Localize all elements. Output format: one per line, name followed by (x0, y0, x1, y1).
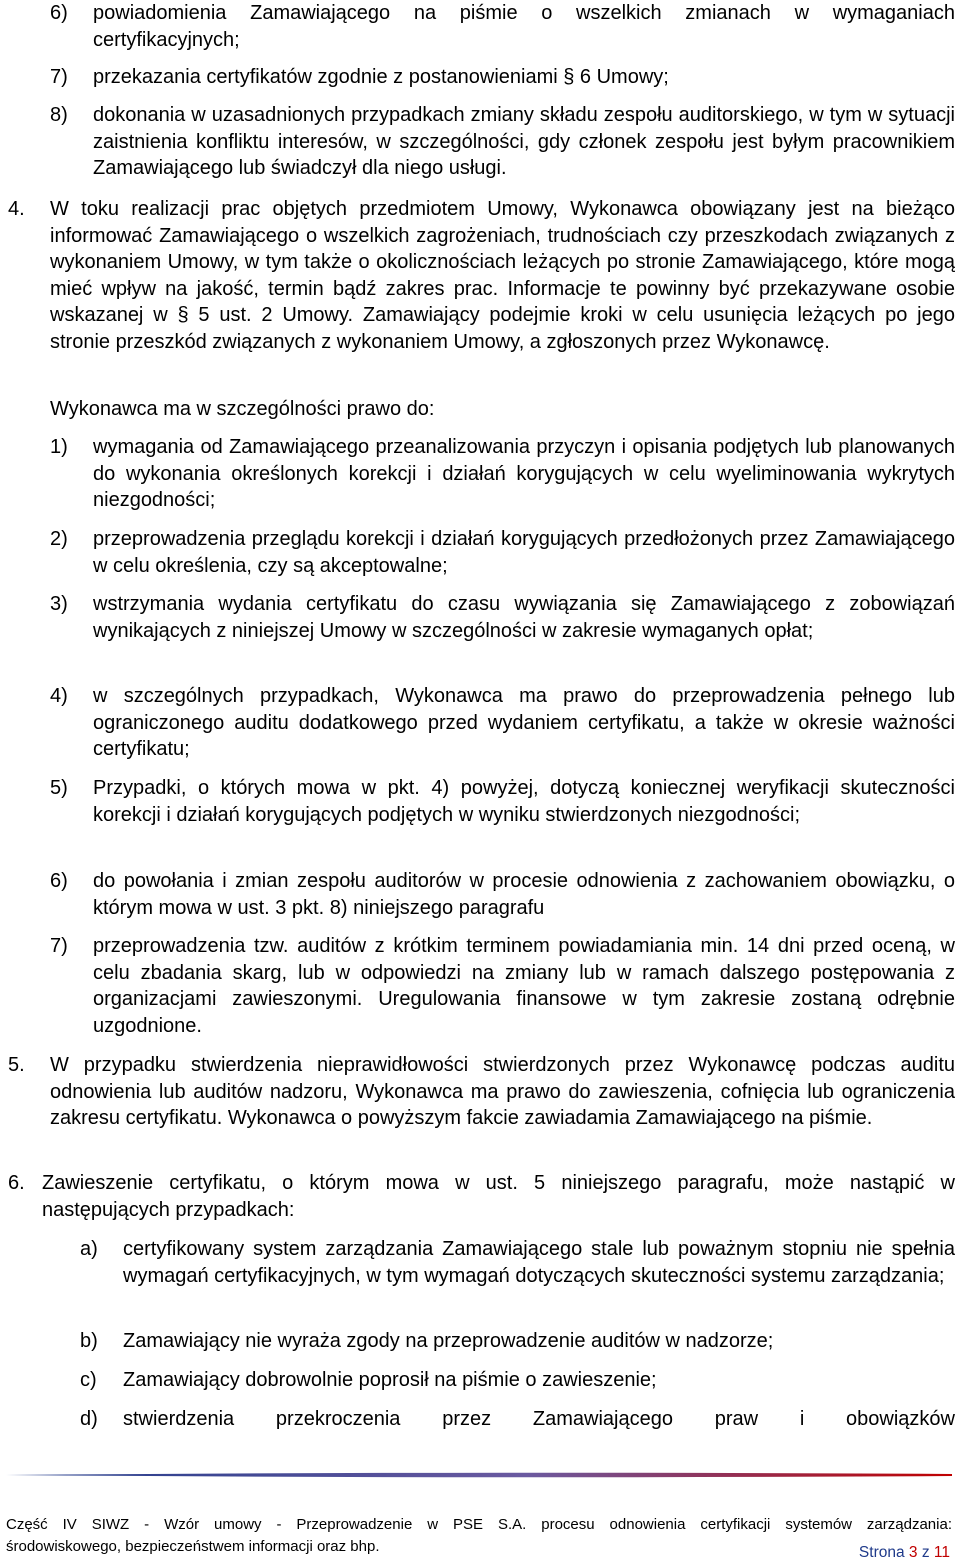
list-label: 6) (50, 2, 68, 24)
section-number: 5. (8, 1054, 25, 1076)
list-item-text: wymagania od Zamawiającego przeanalizowania przyczyn i opisania podjętych lub planowanych do wykonania określonych korekcji i działań korygujących w celu wyeliminowania wykrytych niezgodności; (93, 436, 955, 511)
list-item-text: powiadomienia Zamawiającego na piśmie o wszelkich zmianach w wymaganiach certyfikacyjnych; (93, 2, 955, 51)
list-label: 6) (50, 870, 68, 892)
list-label: 3) (50, 593, 68, 615)
list-item-text: Zamawiający nie wyraża zgody na przeprowadzenie auditów w nadzorze; (123, 1330, 774, 1352)
list-item-text: w szczególnych przypadkach, Wykonawca ma prawo do przeprowadzenia pełnego lub ograniczonego auditu dodatkowego przed wydaniem certyfikatu, a także w okresie ważności certyfikatu; (93, 685, 955, 760)
page-total: 11 (933, 1544, 950, 1561)
list-item-text: Zamawiający dobrowolnie poprosił na piśmie o zawieszenie; (123, 1369, 657, 1391)
page-number (859, 1544, 950, 1562)
section-text: W przypadku stwierdzenia nieprawidłowości stwierdzonych przez Wykonawcę podczas auditu odnowienia lub auditów nadzoru, Wykonawca ma prawo do zawieszenia, cofnięcia lub ograniczenia zakresu certyfikatu. Wykonawca o powyższym fakcie zawiadamia Zamawiającego na piśmie. (50, 1054, 955, 1129)
section-number: 4. (8, 198, 25, 220)
list-item-text: certyfikowany system zarządzania Zamawiającego stale lub poważnym stopniu nie spełnia wymagań certyfikacyjnych, w tym wymagań dotyczących skuteczności systemu zarządzania; (123, 1238, 955, 1287)
section-number: 6. (8, 1172, 25, 1194)
list-label: 1) (50, 436, 68, 458)
list-label: 2) (50, 528, 68, 550)
page-prefix: Strona (858, 1544, 905, 1561)
list-item-text: dokonania w uzasadnionych przypadkach zmiany składu zespołu auditorskiego, w tym w sytuacji zaistnienia konfliktu interesów, w szczególności, gdy członek zespołu jest byłym pracownikiem Zamawiającego lub świadczył dla niego usługi. (93, 104, 955, 179)
section-text: Zawieszenie certyfikatu, o którym mowa w ust. 5 niniejszego paragrafu, może nastąpić w następujących przypadkach: (42, 1172, 955, 1221)
list-label: 7) (50, 935, 68, 957)
list-label: c) (80, 1369, 97, 1391)
list-label: 7) (50, 66, 68, 88)
list-item-text: Przypadki, o których mowa w pkt. 4) powyżej, dotyczą koniecznej weryfikacji skuteczności korekcji i działań korygujących podjętych w wyniku stwierdzonych niezgodności; (93, 777, 955, 826)
footer-line-2: środowiskowego, bezpieczeństwem informacji oraz bhp. (6, 1538, 380, 1555)
paragraph: Wykonawca ma w szczególności prawo do: (50, 398, 435, 420)
list-item-text: przeprowadzenia tzw. auditów z krótkim terminem powiadamiania min. 14 dni przed oceną, w celu zbadania skarg, lub w odpowiedzi na zmiany lub w ramach dalszego postępowania z organizacjami zawieszonymi. Uregulowania finansowe w tym zakresie zostaną odrębnie uzgodnione. (93, 935, 955, 1037)
list-item-text: stwierdzenia przekroczenia przez Zamawiającego praw i obowiązków (123, 1408, 955, 1430)
section-text: W toku realizacji prac objętych przedmiotem Umowy, Wykonawca obowiązany jest na bieżąco informować Zamawiającego o wszelkich zagrożeniach, trudnościach czy przeszkodach związanych z wykonaniem Umowy, w tym także o okolicznościach leżących po stronie Zamawiającego, które mogą mieć wpływ na jakość, termin bądź zakres prac. Informacje te powinny być przekazywane osobie wskazanej w § 5 ust. 2 Umowy. Zamawiający podejmie kroki w celu usunięcia leżących po jego stronie przeszkód związanych z wykonaniem Umowy, a zgłoszonych przez Wykonawcę. (50, 198, 955, 353)
footer-line-1: Część IV SIWZ - Wzór umowy - Przeprowadzenie w PSE S.A. procesu odnowienia certyfikacji systemów zarządzania: (6, 1516, 952, 1533)
page-separator: z (921, 1544, 930, 1561)
footer-rule (6, 1471, 952, 1479)
list-item-text: przekazania certyfikatów zgodnie z postanowieniami § 6 Umowy; (93, 66, 669, 88)
page-current: 3 (908, 1544, 918, 1561)
list-label: d) (80, 1408, 98, 1430)
list-label: 8) (50, 104, 68, 126)
list-label: 5) (50, 777, 68, 799)
list-label: a) (80, 1238, 98, 1260)
list-label: b) (80, 1330, 98, 1352)
list-item-text: do powołania i zmian zespołu auditorów w procesie odnowienia z zachowaniem obowiązku, o którym mowa w ust. 3 pkt. 8) niniejszego paragrafu (93, 870, 955, 919)
list-item-text: wstrzymania wydania certyfikatu do czasu wywiązania się Zamawiającego z zobowiązań wynikających z niniejszej Umowy w szczególności w zakresie wymaganych opłat; (93, 593, 955, 642)
list-label: 4) (50, 685, 68, 707)
list-item-text: przeprowadzenia przeglądu korekcji i działań korygujących przedłożonych przez Zamawiającego w celu określenia, czy są akceptowalne; (93, 528, 955, 577)
